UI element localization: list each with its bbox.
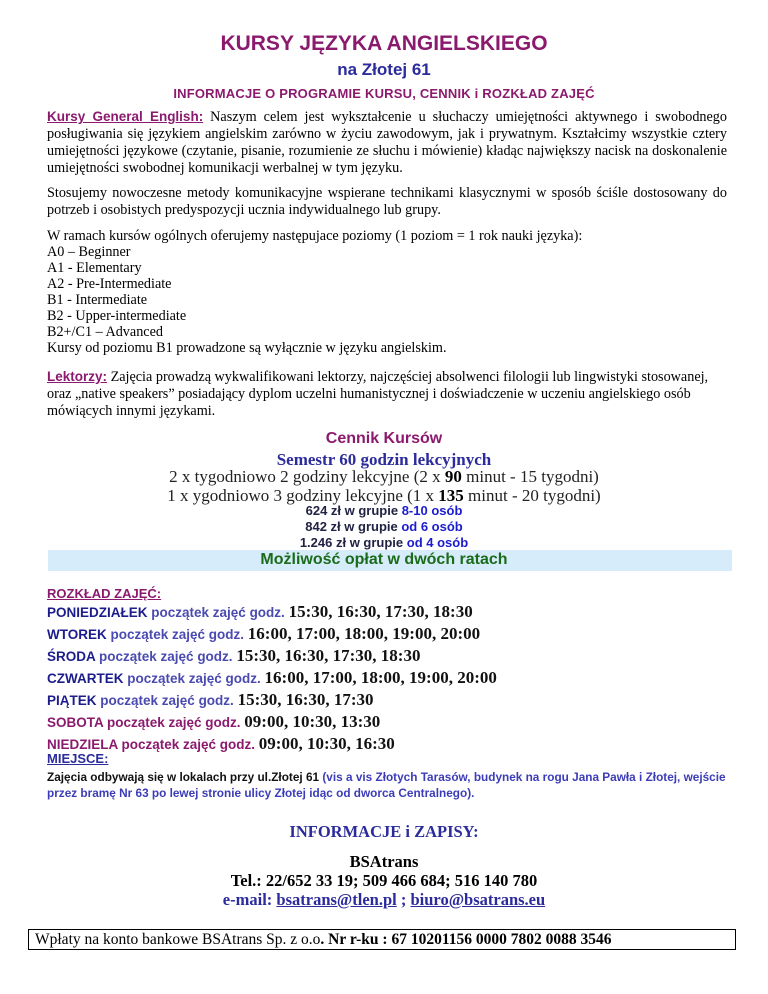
contact-title: INFORMACJE i ZAPISY:: [289, 822, 479, 841]
levels-note: Kursy od poziomu B1 prowadzone są wyłącznie w języku angielskim.: [47, 340, 447, 356]
schedule-list: [47, 601, 747, 755]
lecturers-text: Zajęcia prowadzą wykwalifikowani lektorzy, najczęściej absolwenci filologii lub lingwistyki stosowanej, oraz „native speakers” posiadający dyplom uczelni humanistycznej i doświadczenie w uczeniu angielskiego osób mówiących innymi językami.: [47, 369, 709, 419]
schedule-row: NIEDZIELA początek zajęć godz. 09:00, 10:30, 16:30: [47, 734, 395, 753]
phone-numbers: Tel.: 22/652 33 19; 509 466 684; 516 140 780: [230, 871, 538, 890]
price-row: 842 zł w grupie od 6 osób: [305, 519, 463, 534]
schedule-row: ŚRODA początek zajęć godz. 15:30, 16:30, 17:30, 18:30: [47, 646, 421, 665]
pricing-option-2: 1 x ygodniowo 3 godziny lekcyjne (1 x 135 minut - 20 tygodni): [167, 486, 601, 505]
pricing-title: Cennik Kursów: [325, 430, 443, 447]
level-item: A2 - Pre-Intermediate: [47, 276, 172, 292]
page-title: KURSY JĘZYKA ANGIELSKIEGO: [220, 32, 548, 55]
level-item: B2+/C1 – Advanced: [47, 324, 163, 340]
place-title: MIEJSCE:: [47, 751, 109, 766]
schedule-row: CZWARTEK początek zajęć godz. 16:00, 17:00, 18:00, 19:00, 20:00: [47, 668, 497, 687]
schedule-row: PIĄTEK początek zajęć godz. 15:30, 16:30, 17:30: [47, 690, 374, 709]
place-text: Zajęcia odbywają się w lokalach przy ul.Złotej 61 (vis a vis Złotych Tarasów, budynek na rogu Jana Pawła i Złotej, wejście przez bramę Nr 63 po lewej stronie ulicy Złotej idąc od dworca Centralnego).: [47, 770, 726, 800]
email-line: e-mail: bsatrans@tlen.pl ; biuro@bsatrans.eu: [222, 890, 546, 909]
price-row: 1.246 zł w grupie od 4 osób: [299, 535, 469, 550]
info-heading: INFORMACJE O PROGRAMIE KURSU, CENNIK i ROZKŁAD ZAJĘĆ: [173, 86, 595, 101]
levels-block: [47, 228, 737, 356]
email-link-1[interactable]: bsatrans@tlen.pl: [276, 890, 397, 909]
level-item: B1 - Intermediate: [47, 292, 148, 308]
general-english-label: Kursy General English:: [47, 109, 204, 124]
bank-account-box: Wpłaty na konto bankowe BSAtrans Sp. z o.o. Nr r-ku : 67 10201156 0000 7802 0088 3546: [28, 929, 736, 950]
semester-title: Semestr 60 godzin lekcyjnych: [276, 450, 492, 469]
schedule-row: PONIEDZIAŁEK początek zajęć godz. 15:30, 16:30, 17:30, 18:30: [47, 602, 473, 621]
lecturers-label: Lektorzy:: [47, 369, 108, 384]
methods-paragraph: Stosujemy nowoczesne metody komunikacyjne wspierane technikami klasycznymi w sposób ściśle dostosowany do potrzeb i osobistych predyspozycji ucznia indywidualnego lub grupy.: [47, 185, 727, 218]
page-subtitle: na Złotej 61: [337, 60, 431, 79]
general-english-text: Naszym celem jest wykształcenie u słuchaczy umiejętności aktywnego i swobodnego posługiwania się językiem angielskim zarówno w życiu zawodowym, jak i prywatnym. Kształcimy wszystkie cztery umiejętności językowe (czytanie, pisanie, rozumienie ze słuchu i mówienie) kładąc największy nacisk na doskonalenie umiejętności swobodnej komunikacji werbalnej w tym języku.: [47, 109, 727, 176]
level-item: A0 – Beginner: [47, 244, 131, 260]
email-link-2[interactable]: biuro@bsatrans.eu: [410, 890, 546, 909]
company-name: BSAtrans: [349, 852, 419, 871]
price-row: 624 zł w grupie 8-10 osób: [305, 503, 463, 518]
bank-account-number: . Nr r-ku : 67 10201156 0000 7802 0088 3546: [320, 931, 612, 948]
levels-intro: W ramach kursów ogólnych oferujemy następujace poziomy (1 poziom = 1 rok nauki języka):: [47, 228, 583, 244]
lecturers-paragraph: [47, 368, 727, 420]
schedule-row: SOBOTA początek zajęć godz. 09:00, 10:30, 13:30: [47, 712, 381, 731]
schedule-row: WTOREK początek zajęć godz. 16:00, 17:00, 18:00, 19:00, 20:00: [47, 624, 481, 643]
pricing-option-1: 2 x tygodniowo 2 godziny lekcyjne (2 x 90 minut - 15 tygodni): [169, 467, 599, 486]
installments-note: Możliwość opłat w dwóch ratach: [260, 551, 508, 568]
general-english-paragraph: [47, 108, 727, 177]
level-item: B2 - Upper-intermediate: [47, 308, 187, 324]
schedule-title: ROZKŁAD ZAJĘĆ:: [47, 586, 162, 601]
level-item: A1 - Elementary: [47, 260, 142, 276]
